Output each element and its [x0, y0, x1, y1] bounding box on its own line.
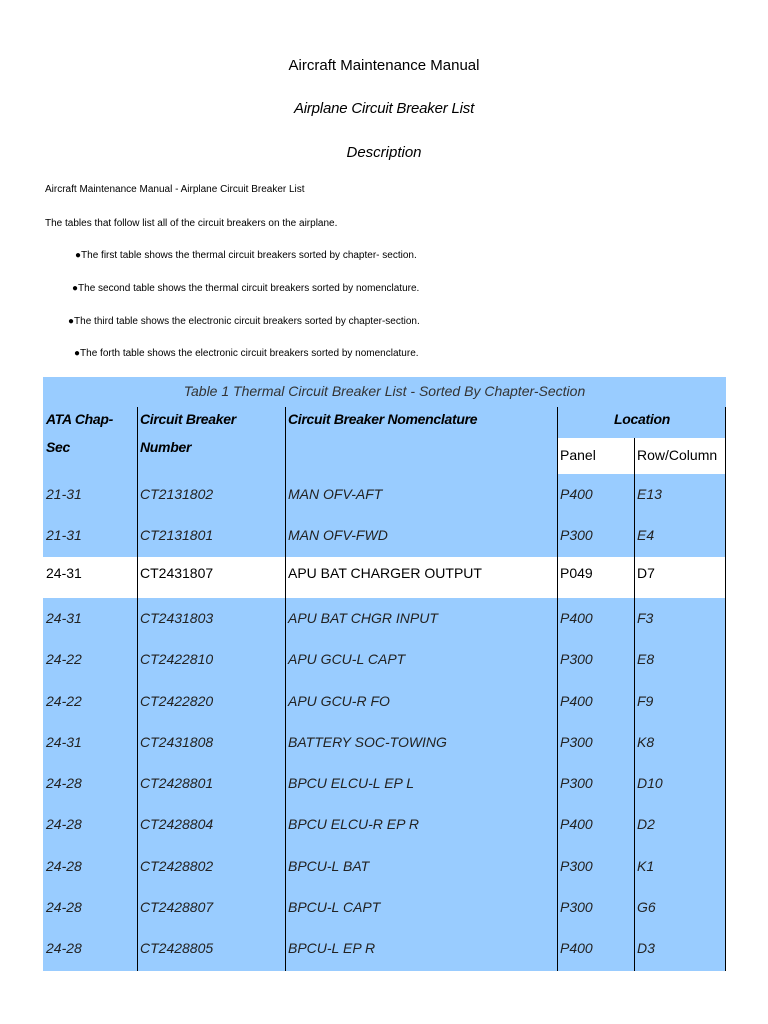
- ata-cell: 24-28: [46, 899, 82, 915]
- nomenclature-cell: BPCU-L CAPT: [288, 899, 381, 915]
- header-ata-line1: ATA Chap-: [46, 411, 114, 427]
- row-column-cell: K8: [637, 733, 655, 750]
- bullet-item: ●The second table shows the thermal circuit breakers sorted by nomenclature.: [72, 283, 420, 294]
- panel-cell: P400: [560, 940, 593, 957]
- ata-cell: 24-28: [46, 857, 82, 874]
- panel-cell: P400: [560, 692, 593, 709]
- header-location: Location: [614, 411, 670, 427]
- table-caption: Table 1 Thermal Circuit Breaker List - Sorted By Chapter-Section: [183, 383, 586, 399]
- intro-line-2: The tables that follow list all of the circuit breakers on the airplane.: [45, 218, 338, 229]
- table-row: [43, 846, 726, 887]
- header-row-column: Row/Column: [637, 447, 718, 463]
- section-heading: Description: [346, 144, 422, 161]
- ata-cell: 24-31: [46, 609, 82, 626]
- table-row: [43, 928, 726, 969]
- row-column-cell: F9: [637, 692, 654, 709]
- table-row: [43, 681, 726, 722]
- cb-number-cell: CT2431808: [140, 733, 214, 750]
- row-column-cell: F3: [637, 609, 654, 626]
- bullet-item: ●The third table shows the electronic circuit breakers sorted by chapter-section.: [68, 316, 420, 327]
- panel-cell: P400: [560, 609, 593, 626]
- cb-number-cell: CT2131801: [140, 527, 214, 544]
- table-row: [43, 804, 726, 845]
- manual-title: Aircraft Maintenance Manual: [288, 57, 480, 74]
- row-column-cell: D10: [637, 775, 663, 792]
- nomenclature-cell: APU GCU-R FO: [288, 692, 390, 709]
- ata-cell: 24-28: [46, 775, 82, 792]
- panel-cell: P300: [560, 775, 593, 792]
- table-row: [43, 515, 726, 556]
- column-divider: [285, 407, 286, 971]
- cb-number-cell: CT2422810: [140, 651, 214, 668]
- nomenclature-cell: BPCU-L BAT: [288, 857, 370, 874]
- table-row: [43, 887, 726, 928]
- table-row: [43, 639, 726, 680]
- ata-cell: 24-31: [46, 733, 82, 750]
- panel-cell: P300: [560, 857, 593, 874]
- circuit-breaker-table: [43, 377, 726, 971]
- cb-number-cell: CT2428802: [140, 857, 214, 874]
- nomenclature-cell: BPCU-L EP R: [288, 940, 376, 957]
- cb-number-cell: CT2131802: [140, 486, 214, 502]
- ata-cell: 21-31: [46, 486, 82, 502]
- bullet-item: ●The forth table shows the electronic circuit breakers sorted by nomenclature.: [74, 348, 419, 359]
- nomenclature-cell: MAN OFV-AFT: [288, 486, 383, 502]
- table-row: [43, 474, 726, 515]
- header-ata-line2: Sec: [46, 439, 71, 455]
- column-divider: [725, 407, 726, 971]
- panel-cell: P400: [560, 486, 593, 502]
- nomenclature-cell: BPCU ELCU-L EP L: [288, 775, 415, 792]
- panel-cell: P049: [560, 564, 593, 581]
- nomenclature-cell: APU BAT CHGR INPUT: [288, 609, 438, 626]
- panel-cell: P300: [560, 733, 593, 750]
- header-cbn-line1: Circuit Breaker: [140, 411, 236, 427]
- cb-number-cell: CT2428804: [140, 816, 214, 833]
- nomenclature-cell: BATTERY SOC-TOWING: [288, 733, 447, 750]
- document-subtitle: Airplane Circuit Breaker List: [293, 100, 475, 117]
- row-column-cell: E13: [637, 486, 662, 502]
- row-column-cell: D7: [637, 564, 655, 581]
- row-column-cell: E8: [637, 651, 655, 668]
- nomenclature-cell: APU BAT CHARGER OUTPUT: [288, 564, 482, 581]
- panel-cell: P300: [560, 651, 593, 668]
- column-divider: [137, 407, 138, 971]
- table-row: [43, 598, 726, 639]
- panel-cell: P300: [560, 527, 593, 544]
- ata-cell: 21-31: [46, 527, 82, 544]
- cb-number-cell: CT2428805: [140, 940, 214, 957]
- intro-line-1: Aircraft Maintenance Manual - Airplane Circuit Breaker List: [45, 184, 305, 195]
- header-panel: Panel: [560, 447, 596, 463]
- cb-number-cell: CT2428801: [140, 775, 214, 792]
- row-column-cell: G6: [637, 899, 656, 915]
- row-column-cell: D2: [637, 816, 655, 833]
- panel-cell: P300: [560, 899, 593, 915]
- bullet-item: ●The first table shows the thermal circuit breakers sorted by chapter- section.: [75, 250, 417, 261]
- cb-number-cell: CT2431807: [140, 564, 214, 581]
- nomenclature-cell: MAN OFV-FWD: [288, 527, 388, 544]
- cb-number-cell: CT2428807: [140, 899, 214, 915]
- ata-cell: 24-31: [46, 564, 82, 581]
- cb-number-cell: CT2422820: [140, 692, 214, 709]
- table-row: [43, 557, 726, 598]
- table-row: [43, 763, 726, 804]
- ata-cell: 24-28: [46, 940, 82, 957]
- nomenclature-cell: APU GCU-L CAPT: [288, 651, 406, 668]
- cb-number-cell: CT2431803: [140, 609, 214, 626]
- ata-cell: 24-28: [46, 816, 82, 833]
- column-divider: [557, 407, 558, 971]
- nomenclature-cell: BPCU ELCU-R EP R: [288, 816, 419, 833]
- header-nomenclature: Circuit Breaker Nomenclature: [288, 411, 478, 427]
- row-column-cell: D3: [637, 940, 655, 957]
- panel-cell: P400: [560, 816, 593, 833]
- row-column-cell: K1: [637, 857, 655, 874]
- column-divider: [634, 438, 635, 971]
- table-row: [43, 722, 726, 763]
- ata-cell: 24-22: [46, 651, 82, 668]
- ata-cell: 24-22: [46, 692, 82, 709]
- header-cbn-line2: Number: [140, 439, 192, 455]
- row-column-cell: E4: [637, 527, 655, 544]
